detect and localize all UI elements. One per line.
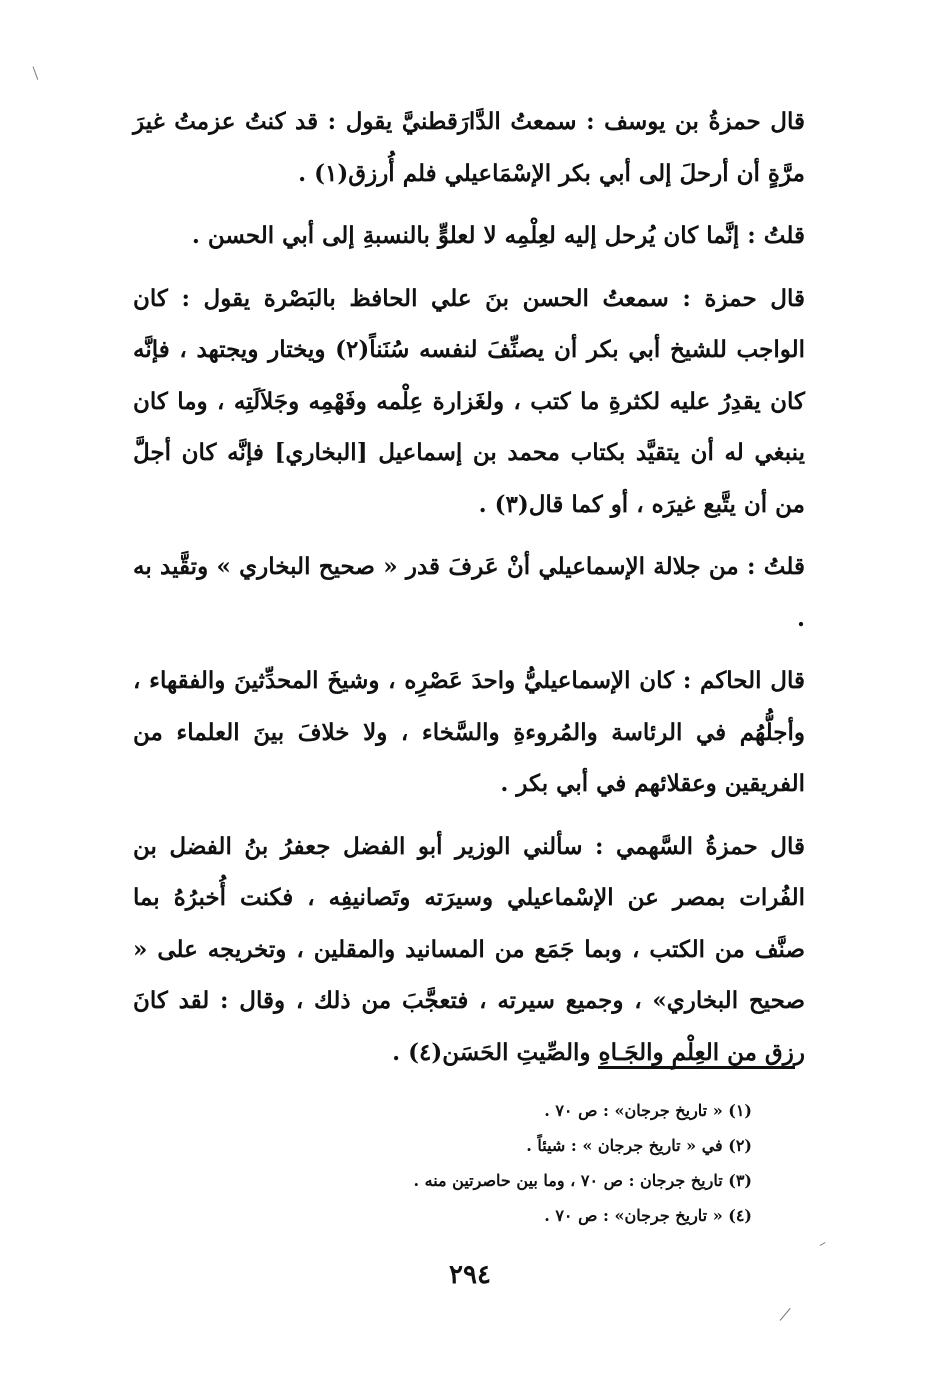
scan-mark	[780, 1308, 791, 1321]
footnote-1: (١) « تاريخ جرجان» : ص ٧٠ .	[544, 1101, 752, 1120]
paragraph-qultu-sahih: قلتُ : من جلالة الإسماعيلي أنْ عَرفَ قدر « صحيح البخاري » وتقَّيد به .	[133, 553, 805, 632]
paragraph-hakim: قال الحاكم : كان الإسماعيليُّ واحدَ عَصْرِه ، وشيخَ المحدِّثينَ والفقهاء ، وأجلُّهُم في الرئاسة والمُروءةِ والسَّخاء ، ولا خلافَ بينَ العلماء من الفريقين وعقلائهم في أبي بكر .	[133, 667, 805, 797]
footnote-separator	[598, 1066, 795, 1069]
main-text	[133, 96, 805, 1089]
paragraph-hasan-bin-ali: قال حمزة : سمعتُ الحسن بنَ علي الحافظ بالبَصْرة يقول : كان الواجب للشيخ أبي بكر أن يصنِّفَ لنفسه سُنَناً(٢) ويختار ويجتهد ، فإنَّه كان يقدِرُ عليه لكثرةِ ما كتب ، ولغَزارة عِلْمه وفَهْمِه وجَلاَلَتِه ، وما كان ينبغي له أن يتقيَّد بكتاب محمد بن إسماعيل [البخاري] فإنَّه كان أجلَّ من أن يتَّبع غيرَه ، أو كما قال(٣) .	[133, 284, 805, 518]
footnote-2: (٢) في « تاريخ جرجان » : شيئاً .	[526, 1136, 752, 1155]
footnotes	[192, 1093, 752, 1233]
page-number: ٢٩٤	[449, 1260, 491, 1290]
paragraph-hamza-daraqutni: قال حمزةُ بن يوسف : سمعتُ الدَّارَقطنيَّ يقول : قد كنتُ عزمتُ غيرَ مرَّةٍ أن أرحلَ إلى أبي بكر الإسْمَاعيلي فلم أُرزق(١) .	[133, 108, 805, 187]
scan-mark	[33, 66, 39, 79]
paragraph-qultu-ilm: قلتُ : إنَّما كان يُرحل إليه لعِلْمِه لا لعلوٍّ بالنسبةِ إلى أبي الحسن .	[191, 222, 805, 249]
footnote-4: (٤) « تاريخ جرجان» : ص ٧٠ .	[544, 1206, 752, 1225]
scan-mark	[820, 1242, 826, 1246]
footnote-3: (٣) تاريخ جرجان : ص ٧٠ ، وما بين حاصرتين منه .	[413, 1171, 752, 1190]
paragraph-hamza-sahmi: قال حمزةُ السَّهمي : سألني الوزير أبو الفضل جعفرُ بنُ الفضل بن الفُرات بمصر عن الإسْماعيلي وسيرَته وتَصانيفِه ، فكنت أُخبرُهُ بما صنَّف من الكتب ، وبما جَمَع من المسانيد والمقلين ، وتخريجه على « صحيح البخاري» ، وجميع سيرته ، فتعجَّبَ من ذلك ، وقال : لقد كانَ رزق من العِلْمِ والجَـاهِ والصِّيتِ الحَسَن(٤) .	[133, 832, 805, 1066]
